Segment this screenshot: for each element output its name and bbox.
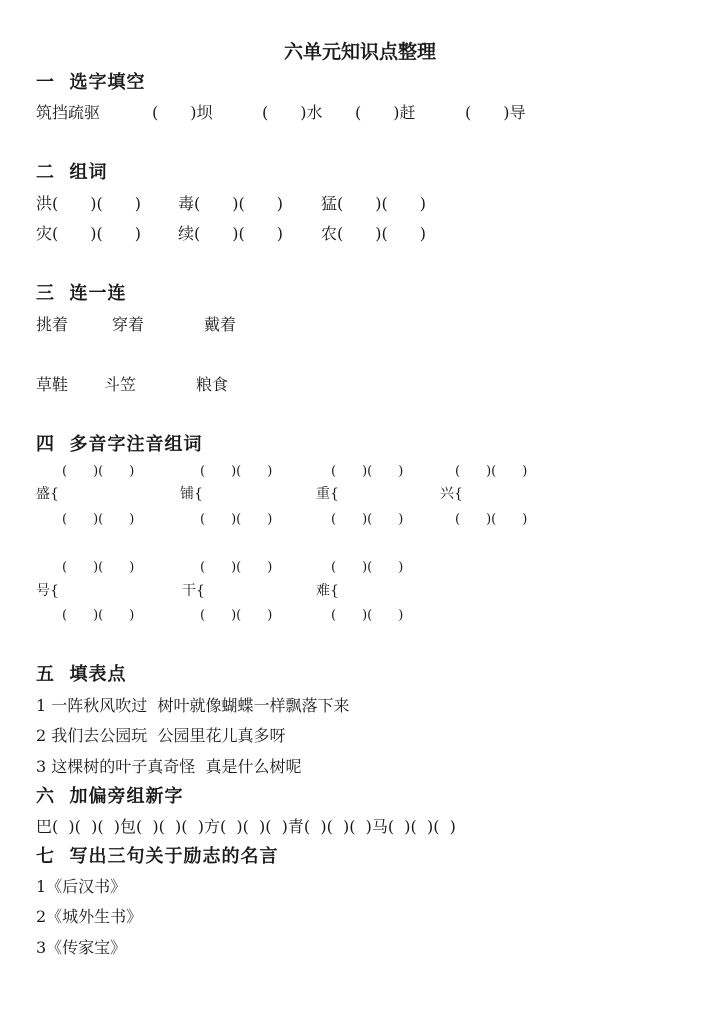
word-item-du: 毒( )( ) [178, 194, 283, 213]
punctuation-sentence-2: 2 我们去公园玩 公园里花儿真多呀 [36, 726, 286, 745]
polyphone-char-gan: 干{ [182, 583, 205, 599]
pinyin-paren: ( )( ) [331, 560, 404, 575]
polyphone-char-zhong: 重{ [316, 486, 339, 502]
punctuation-sentence-1: 1 一阵秋风吹过 树叶就像蝴蝶一样飘落下来 [36, 696, 350, 715]
quote-source-3: 3《传家宝》 [36, 938, 127, 957]
radical-line: 巴( )( )( )包( )( )( )方( )( )( )青( )( )( )马( )( )( ) [36, 817, 456, 836]
pinyin-paren: ( )( ) [331, 608, 404, 623]
quote-source-1: 1《后汉书》 [36, 877, 127, 896]
match-bottom-2: 斗笠 [104, 375, 137, 394]
char-options: 筑挡疏驱 [36, 103, 101, 122]
polyphone-char-pu: 铺{ [180, 486, 203, 502]
section-heading-match: 三 连一连 [36, 283, 127, 304]
pinyin-paren: ( )( ) [331, 464, 404, 479]
pinyin-paren: ( )( ) [62, 512, 135, 527]
section-heading-punctuation: 五 填表点 [36, 664, 127, 685]
polyphone-char-xing: 兴{ [440, 486, 463, 502]
pinyin-paren: ( )( ) [331, 512, 404, 527]
polyphone-char-sheng: 盛{ [36, 486, 59, 502]
section-heading-polyphone: 四 多音字注音组词 [36, 434, 203, 455]
fill-item-1: ( )坝 [152, 103, 213, 122]
section-heading-quotes: 七 写出三句关于励志的名言 [36, 846, 279, 867]
word-item-xu: 续( )( ) [178, 224, 283, 243]
pinyin-paren: ( )( ) [62, 560, 135, 575]
pinyin-paren: ( )( ) [62, 464, 135, 479]
pinyin-paren: ( )( ) [455, 512, 528, 527]
match-top-3: 戴着 [204, 315, 237, 334]
quote-source-2: 2《城外生书》 [36, 907, 143, 926]
word-item-zai: 灾( )( ) [36, 224, 141, 243]
match-top-1: 挑着 [36, 315, 69, 334]
punctuation-sentence-3: 3 这棵树的叶子真奇怪 真是什么树呢 [36, 757, 302, 776]
section-heading-radical: 六 加偏旁组新字 [36, 786, 184, 807]
match-top-2: 穿着 [112, 315, 145, 334]
pinyin-paren: ( )( ) [455, 464, 528, 479]
fill-item-4: ( )导 [465, 103, 526, 122]
section-heading-word-group: 二 组词 [36, 162, 108, 183]
match-bottom-1: 草鞋 [36, 375, 69, 394]
polyphone-char-nan: 难{ [316, 583, 339, 599]
pinyin-paren: ( )( ) [200, 608, 273, 623]
pinyin-paren: ( )( ) [200, 560, 273, 575]
fill-item-3: ( )赶 [355, 103, 416, 122]
pinyin-paren: ( )( ) [200, 464, 273, 479]
word-item-meng: 猛( )( ) [321, 194, 426, 213]
pinyin-paren: ( )( ) [62, 608, 135, 623]
match-bottom-3: 粮食 [196, 375, 229, 394]
polyphone-char-hao: 号{ [36, 583, 59, 599]
page-title: 六单元知识点整理 [284, 41, 437, 63]
word-item-nong: 农( )( ) [321, 224, 426, 243]
word-item-hong: 洪( )( ) [36, 194, 141, 213]
section-heading-fill-char: 一 选字填空 [36, 72, 146, 93]
pinyin-paren: ( )( ) [200, 512, 273, 527]
fill-item-2: ( )水 [262, 103, 323, 122]
